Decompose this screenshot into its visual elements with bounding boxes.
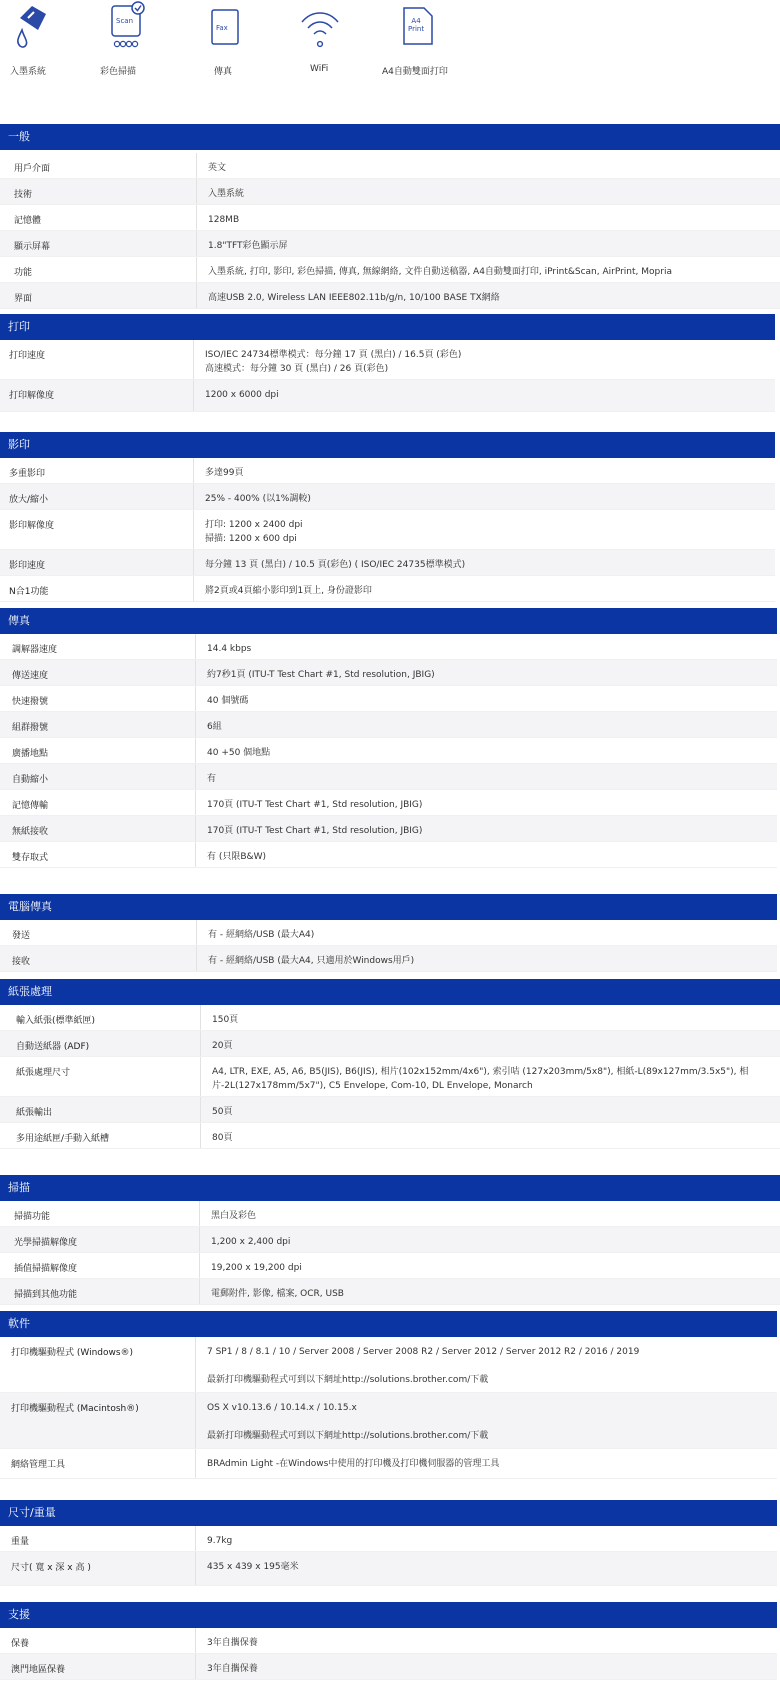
spec-label: 組群撥號 bbox=[12, 723, 49, 733]
row-divider bbox=[195, 1552, 196, 1585]
row-divider bbox=[200, 1057, 201, 1096]
spec-label: 澳門地區保養 bbox=[11, 1665, 66, 1675]
row-divider bbox=[193, 576, 194, 601]
feature-icons-strip bbox=[0, 0, 780, 90]
spec-row bbox=[0, 1097, 780, 1123]
row-divider bbox=[196, 920, 197, 945]
spec-row bbox=[0, 816, 777, 842]
spec-value: 128MB bbox=[208, 215, 240, 225]
spec-row bbox=[0, 1337, 777, 1393]
spec-label: 自動縮小 bbox=[12, 775, 49, 785]
spec-row bbox=[0, 842, 777, 868]
spec-label: 尺寸( 寬 x 深 x 高 ) bbox=[11, 1563, 91, 1573]
spec-row bbox=[0, 205, 780, 231]
spec-row bbox=[0, 1279, 780, 1305]
spec-row bbox=[0, 340, 775, 380]
a4-print-icon-text: A4 Print bbox=[408, 17, 425, 33]
spec-value: 19,200 x 19,200 dpi bbox=[211, 1263, 302, 1273]
spec-value: 入墨系統 bbox=[208, 189, 245, 199]
row-divider bbox=[193, 380, 194, 411]
row-divider bbox=[195, 634, 196, 659]
row-divider bbox=[193, 340, 194, 379]
feature-fax bbox=[196, 0, 246, 80]
feature-label-fax: 傳真 bbox=[214, 67, 233, 77]
spec-label: 自動送紙器 (ADF) bbox=[16, 1042, 90, 1052]
feature-label-ink: 入墨系統 bbox=[10, 67, 47, 77]
spec-label: 功能 bbox=[14, 268, 33, 278]
spec-label: 打印機驅動程式 (Windows®) bbox=[11, 1348, 134, 1358]
scan-icon-text: Scan bbox=[116, 17, 134, 25]
section-header: 掃描 bbox=[0, 1175, 780, 1201]
spec-value: BRAdmin Light -在Windows中使用的打印機及打印機伺服器的管理工具 bbox=[207, 1459, 500, 1469]
spec-value: OS X v10.13.6 / 10.14.x / 10.15.x 最新打印機驅動程式可到以下網址http://solutions.brother.com/下載 bbox=[207, 1403, 489, 1441]
section-header: 打印 bbox=[0, 314, 775, 340]
row-divider bbox=[199, 1201, 200, 1226]
spec-value: 3年自攜保養 bbox=[207, 1638, 258, 1648]
spec-row bbox=[0, 1393, 777, 1449]
spec-value: ISO/IEC 24734標準模式：每分鐘 17 頁 (黑白) / 16.5頁 (彩色) 高速模式：每分鐘 30 頁 (黑白) / 26 頁(彩色) bbox=[205, 350, 462, 374]
spec-row bbox=[0, 283, 780, 309]
feature-wifi bbox=[292, 0, 352, 80]
spec-row bbox=[0, 510, 775, 550]
ink-tank-icon bbox=[6, 0, 58, 55]
row-divider bbox=[195, 738, 196, 763]
section-header: 電腦傳真 bbox=[0, 894, 777, 920]
spec-value: 每分鐘 13 頁 (黑白) / 10.5 頁(彩色) ( ISO/IEC 24735標準模式) bbox=[205, 560, 466, 570]
spec-label: 記憶傳輸 bbox=[12, 801, 49, 811]
feature-label-scan: 彩色掃描 bbox=[100, 67, 137, 77]
spec-label: 傳送速度 bbox=[12, 671, 49, 681]
row-divider bbox=[193, 550, 194, 575]
spec-row bbox=[0, 712, 777, 738]
spec-row bbox=[0, 380, 775, 412]
spec-label: 光學掃描解像度 bbox=[14, 1238, 78, 1248]
spec-value: 黑白及彩色 bbox=[211, 1211, 257, 1221]
spec-row bbox=[0, 1123, 780, 1149]
spec-row bbox=[0, 1526, 777, 1552]
spec-row bbox=[0, 458, 775, 484]
spec-row bbox=[0, 550, 775, 576]
spec-value: 3年自攜保養 bbox=[207, 1664, 258, 1674]
feature-label-a4-print: A4自動雙面打印 bbox=[382, 67, 448, 77]
spec-row bbox=[0, 946, 777, 972]
row-divider bbox=[195, 790, 196, 815]
row-divider bbox=[196, 205, 197, 230]
spec-label: 多重影印 bbox=[9, 469, 46, 479]
row-divider bbox=[193, 458, 194, 483]
spec-label: 影印速度 bbox=[9, 561, 46, 571]
spec-value: 9.7kg bbox=[207, 1536, 233, 1546]
row-divider bbox=[200, 1097, 201, 1122]
spec-value: 有 - 經網絡/USB (最大A4) bbox=[208, 930, 315, 940]
row-divider bbox=[195, 660, 196, 685]
spec-value: 150頁 bbox=[212, 1015, 239, 1025]
spec-row bbox=[0, 1449, 777, 1479]
spec-label: 多用途紙匣/手動入紙槽 bbox=[16, 1134, 110, 1144]
row-divider bbox=[200, 1031, 201, 1056]
spec-label: 紙張輸出 bbox=[16, 1108, 53, 1118]
row-divider bbox=[199, 1279, 200, 1304]
scan-icon bbox=[108, 0, 152, 55]
spec-value: 40 個號碼 bbox=[207, 696, 249, 706]
section-header: 軟件 bbox=[0, 1311, 777, 1337]
spec-row bbox=[0, 790, 777, 816]
section-header: 支援 bbox=[0, 1602, 777, 1628]
row-divider bbox=[195, 842, 196, 867]
fax-icon-text: Fax bbox=[216, 24, 228, 32]
spec-value: 25% - 400% (以1%調較) bbox=[205, 494, 311, 504]
section-header: 傳真 bbox=[0, 608, 777, 634]
row-divider bbox=[193, 484, 194, 509]
row-divider bbox=[195, 816, 196, 841]
spec-label: 重量 bbox=[11, 1537, 30, 1547]
spec-value: 1200 x 6000 dpi bbox=[205, 390, 279, 400]
spec-value: 14.4 kbps bbox=[207, 644, 252, 654]
spec-label: 紙張處理尺寸 bbox=[16, 1068, 71, 1078]
spec-value: 50頁 bbox=[212, 1107, 233, 1117]
spec-label: 發送 bbox=[12, 931, 31, 941]
spec-row bbox=[0, 153, 780, 179]
spec-value: 1.8"TFT彩色顯示屏 bbox=[208, 241, 288, 251]
feature-ink-tank bbox=[6, 0, 56, 80]
spec-label: 網絡管理工具 bbox=[11, 1460, 66, 1470]
row-divider bbox=[200, 1123, 201, 1148]
spec-label: 調解器速度 bbox=[12, 645, 58, 655]
spec-row bbox=[0, 1057, 780, 1097]
spec-label: 保養 bbox=[11, 1639, 30, 1649]
spec-value: 有 bbox=[207, 774, 217, 784]
wifi-icon bbox=[298, 0, 342, 55]
spec-row bbox=[0, 484, 775, 510]
spec-label: N合1功能 bbox=[9, 587, 49, 597]
feature-a4-print bbox=[382, 0, 462, 80]
spec-value: 入墨系統, 打印, 影印, 彩色掃描, 傳真, 無線網絡, 文件自動送稿器, A4自動雙面打印, iPrint&Scan, AirPrint, Mopria bbox=[208, 267, 672, 277]
spec-value: 6組 bbox=[207, 722, 222, 732]
section-header: 紙張處理 bbox=[0, 979, 780, 1005]
spec-row bbox=[0, 920, 777, 946]
section-header: 一般 bbox=[0, 124, 780, 150]
spec-row bbox=[0, 1628, 777, 1654]
spec-label: 掃描到其他功能 bbox=[14, 1290, 78, 1300]
row-divider bbox=[195, 1393, 196, 1448]
row-divider bbox=[196, 153, 197, 178]
spec-row bbox=[0, 686, 777, 712]
row-divider bbox=[196, 231, 197, 256]
spec-value: 435 x 439 x 195毫米 bbox=[207, 1562, 299, 1572]
spec-label: 插值掃描解像度 bbox=[14, 1264, 78, 1274]
spec-row bbox=[0, 231, 780, 257]
spec-label: 打印機驅動程式 (Macintosh®) bbox=[11, 1404, 139, 1414]
spec-row bbox=[0, 576, 775, 602]
spec-value: 打印: 1200 x 2400 dpi 掃描: 1200 x 600 dpi bbox=[205, 520, 303, 544]
spec-value: 約7秒1頁 (ITU-T Test Chart #1, Std resolution, JBIG) bbox=[207, 670, 435, 680]
spec-row bbox=[0, 1227, 780, 1253]
spec-value: 1,200 x 2,400 dpi bbox=[211, 1237, 291, 1247]
spec-row bbox=[0, 1654, 777, 1680]
spec-row bbox=[0, 1005, 780, 1031]
spec-row bbox=[0, 1552, 777, 1586]
spec-label: 快速撥號 bbox=[12, 697, 49, 707]
spec-value: 20頁 bbox=[212, 1041, 233, 1051]
row-divider bbox=[196, 179, 197, 204]
spec-label: 打印速度 bbox=[9, 351, 46, 361]
spec-label: 掃描功能 bbox=[14, 1212, 51, 1222]
spec-label: 技術 bbox=[14, 190, 33, 200]
spec-value: 170頁 (ITU-T Test Chart #1, Std resolution, JBIG) bbox=[207, 826, 423, 836]
row-divider bbox=[199, 1227, 200, 1252]
feature-scan bbox=[100, 0, 160, 80]
spec-value: 40 +50 個地點 bbox=[207, 748, 271, 758]
spec-label: 無紙接收 bbox=[12, 827, 49, 837]
spec-row bbox=[0, 1201, 780, 1227]
feature-label-wifi: WiFi bbox=[310, 64, 329, 74]
spec-label: 廣播地點 bbox=[12, 749, 49, 759]
row-divider bbox=[196, 283, 197, 308]
spec-value: 高速USB 2.0, Wireless LAN IEEE802.11b/g/n, 10/100 BASE TX網絡 bbox=[208, 293, 500, 303]
row-divider bbox=[195, 1628, 196, 1653]
spec-label: 記憶體 bbox=[14, 216, 42, 226]
spec-value: 170頁 (ITU-T Test Chart #1, Std resolution, JBIG) bbox=[207, 800, 423, 810]
spec-row bbox=[0, 660, 777, 686]
row-divider bbox=[196, 257, 197, 282]
spec-row bbox=[0, 634, 777, 660]
spec-row bbox=[0, 1031, 780, 1057]
spec-label: 打印解像度 bbox=[9, 391, 55, 401]
row-divider bbox=[195, 1654, 196, 1679]
section-header: 尺寸/重量 bbox=[0, 1500, 777, 1526]
spec-row bbox=[0, 764, 777, 790]
spec-value: A4, LTR, EXE, A5, A6, B5(JIS), B6(JIS), 相片(102x152mm/4x6"), 索引咭 (127x203mm/5x8"), 相紙-L(89x127mm/3.5x5"), 相 片-2L(127x178mm/5x7"), C5 Envelope, Com-10, DL Envelope, Monarch bbox=[212, 1067, 749, 1091]
row-divider bbox=[195, 1526, 196, 1551]
spec-value: 有 - 經網絡/USB (最大A4, 只適用於Windows用戶) bbox=[208, 956, 415, 966]
row-divider bbox=[195, 1449, 196, 1478]
row-divider bbox=[196, 946, 197, 971]
spec-row bbox=[0, 257, 780, 283]
spec-value: 將2頁或4頁縮小影印到1頁上, 身份證影印 bbox=[205, 586, 372, 596]
spec-value: 7 SP1 / 8 / 8.1 / 10 / Server 2008 / Server 2008 R2 / Server 2012 / Server 2012 R2 / 2016 / 2019 最新打印機驅動程式可到以下網址http://solutions.brother.com/下載 bbox=[207, 1347, 640, 1385]
spec-value: 電郵附件, 影像, 檔案, OCR, USB bbox=[211, 1289, 344, 1299]
section-header: 影印 bbox=[0, 432, 775, 458]
spec-value: 有 (只限B&W) bbox=[207, 852, 266, 862]
spec-value: 多達99頁 bbox=[205, 468, 244, 478]
row-divider bbox=[195, 764, 196, 789]
spec-row bbox=[0, 1253, 780, 1279]
row-divider bbox=[195, 712, 196, 737]
spec-label: 用戶介面 bbox=[14, 164, 51, 174]
spec-label: 接收 bbox=[12, 957, 31, 967]
spec-label: 顯示屏幕 bbox=[14, 242, 51, 252]
row-divider bbox=[195, 686, 196, 711]
spec-label: 輸入紙張(標準紙匣) bbox=[16, 1016, 96, 1026]
spec-row bbox=[0, 738, 777, 764]
spec-label: 界面 bbox=[14, 294, 33, 304]
row-divider bbox=[199, 1253, 200, 1278]
spec-value: 英文 bbox=[208, 163, 227, 173]
spec-row bbox=[0, 179, 780, 205]
row-divider bbox=[193, 510, 194, 549]
spec-label: 影印解像度 bbox=[9, 521, 55, 531]
spec-label: 放大/縮小 bbox=[9, 495, 49, 505]
row-divider bbox=[195, 1337, 196, 1392]
spec-label: 雙存取式 bbox=[12, 853, 49, 863]
spec-value: 80頁 bbox=[212, 1133, 233, 1143]
row-divider bbox=[200, 1005, 201, 1030]
